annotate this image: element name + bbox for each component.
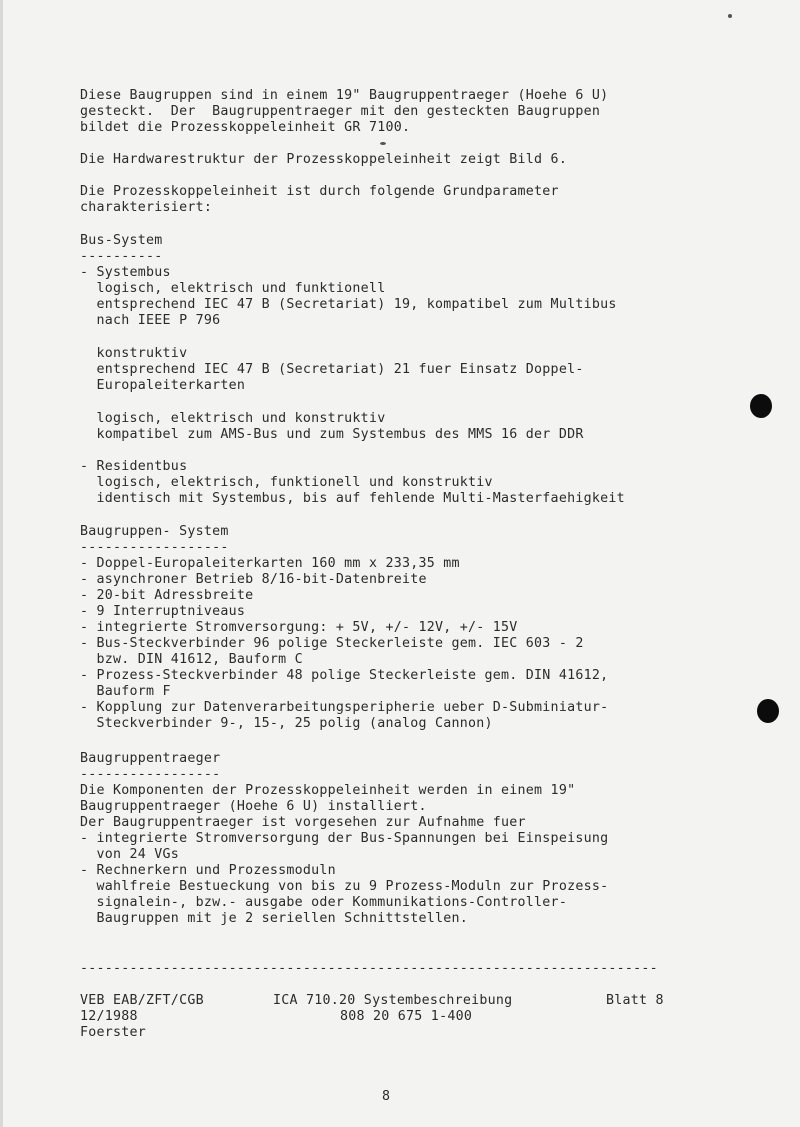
traeger-line: Die Komponenten der Prozesskoppeleinheit werden in einem 19" xyxy=(80,783,576,798)
bus-line: logisch, elektrisch und funktionell xyxy=(80,281,386,296)
baugruppen-line: Bauform F xyxy=(80,684,171,699)
footer-rule: ---------------------------------------------------------------------- xyxy=(80,961,658,976)
footer-sheet-number: Blatt 8 xyxy=(606,993,664,1008)
bus-line: konstruktiv xyxy=(80,346,188,361)
baugruppen-line: - asynchroner Betrieb 8/16-bit-Datenbreite xyxy=(80,572,427,587)
traeger-line: signalein-, bzw.- ausgabe oder Kommunikations-Controller- xyxy=(80,895,568,910)
bus-system-underline: ---------- xyxy=(80,249,163,264)
scan-speck xyxy=(380,142,386,145)
baugruppen-line: - Bus-Steckverbinder 96 polige Steckerleiste gem. IEC 603 - 2 xyxy=(80,636,584,651)
traeger-line: Baugruppentraeger (Hoehe 6 U) installiert. xyxy=(80,799,427,814)
baugruppen-line: - 9 Interruptniveaus xyxy=(80,604,246,619)
traeger-line: - integrierte Stromversorgung der Bus-Spannungen bei Einspeisung xyxy=(80,831,609,846)
baugruppen-line: - 20-bit Adressbreite xyxy=(80,588,254,603)
footer-date: 12/1988 xyxy=(80,1009,138,1024)
baugruppen-line: bzw. DIN 41612, Bauform C xyxy=(80,652,303,667)
baugruppen-line: - Prozess-Steckverbinder 48 polige Steckerleiste gem. DIN 41612, xyxy=(80,668,609,683)
intro-line: gesteckt. Der Baugruppentraeger mit den gesteckten Baugruppen xyxy=(80,104,601,119)
traeger-line: Baugruppen mit je 2 seriellen Schnittstellen. xyxy=(80,911,469,926)
bus-line: Europaleiterkarten xyxy=(80,378,246,393)
baugruppen-system-heading: Baugruppen- System xyxy=(80,524,229,539)
baugruppen-line: Steckverbinder 9-, 15-, 25 polig (analog Cannon) xyxy=(80,716,493,731)
punch-hole xyxy=(750,394,772,418)
baugruppen-line: - integrierte Stromversorgung: + 5V, +/- 12V, +/- 15V xyxy=(80,620,518,635)
punch-hole xyxy=(757,699,779,723)
baugruppen-system-underline: ------------------ xyxy=(80,540,229,555)
footer-document-number: 808 20 675 1-400 xyxy=(340,1009,473,1024)
intro-line: Diese Baugruppen sind in einem 19" Baugruppentraeger (Hoehe 6 U) xyxy=(80,88,609,103)
footer-author: Foerster xyxy=(80,1025,147,1040)
bus-line: nach IEEE P 796 xyxy=(80,313,221,328)
baugruppen-line: - Doppel-Europaleiterkarten 160 mm x 233,35 mm xyxy=(80,556,460,571)
baugruppen-line: - Kopplung zur Datenverarbeitungsperipherie ueber D-Subminiatur- xyxy=(80,700,609,715)
bus-line: logisch, elektrisch, funktionell und konstruktiv xyxy=(80,475,493,490)
traeger-line: von 24 VGs xyxy=(80,847,180,862)
scan-speck xyxy=(728,14,732,18)
bus-line: logisch, elektrisch und konstruktiv xyxy=(80,411,386,426)
bus-line: kompatibel zum AMS-Bus und zum Systembus des MMS 16 der DDR xyxy=(80,427,584,442)
traeger-line: - Rechnerkern und Prozessmoduln xyxy=(80,863,336,878)
baugruppentraeger-heading: Baugruppentraeger xyxy=(80,751,221,766)
footer-document-title: ICA 710.20 Systembeschreibung xyxy=(273,993,513,1008)
bus-line: identisch mit Systembus, bis auf fehlende Multi-Masterfaehigkeit xyxy=(80,491,625,506)
params-intro-line: Die Prozesskoppeleinheit ist durch folgende Grundparameter xyxy=(80,184,559,199)
hardware-structure-line: Die Hardwarestruktur der Prozesskoppeleinheit zeigt Bild 6. xyxy=(80,152,568,167)
bus-line: - Systembus xyxy=(80,265,171,280)
bus-line: - Residentbus xyxy=(80,459,188,474)
footer-organisation: VEB EAB/ZFT/CGB xyxy=(80,993,204,1008)
baugruppentraeger-underline: ----------------- xyxy=(80,767,221,782)
page-edge-shadow xyxy=(0,0,3,1127)
bus-line: entsprechend IEC 47 B (Secretariat) 19, kompatibel zum Multibus xyxy=(80,297,617,312)
bus-system-heading: Bus-System xyxy=(80,233,163,248)
bus-line: entsprechend IEC 47 B (Secretariat) 21 fuer Einsatz Doppel- xyxy=(80,362,584,377)
traeger-line: Der Baugruppentraeger ist vorgesehen zur Aufnahme fuer xyxy=(80,815,526,830)
page-number: 8 xyxy=(382,1089,391,1104)
intro-line: bildet die Prozesskoppeleinheit GR 7100. xyxy=(80,120,411,135)
params-intro-line: charakterisiert: xyxy=(80,200,213,215)
traeger-line: wahlfreie Bestueckung von bis zu 9 Prozess-Moduln zur Prozess- xyxy=(80,879,609,894)
